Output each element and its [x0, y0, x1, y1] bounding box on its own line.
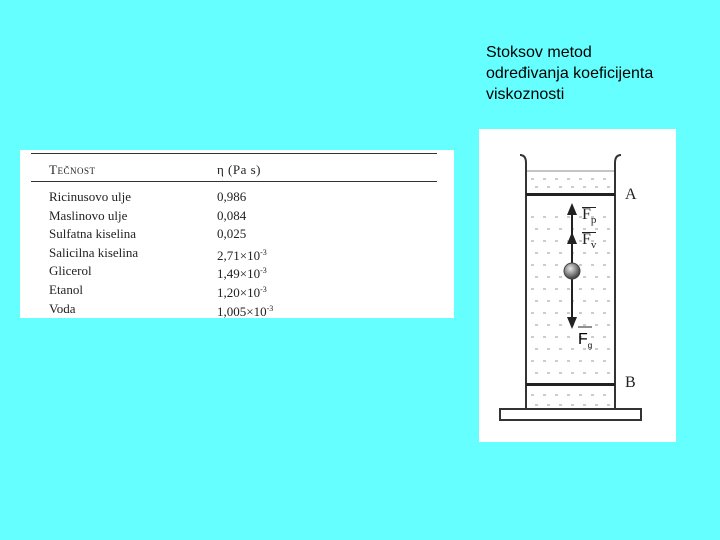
viscosity-table	[20, 150, 454, 318]
table-row	[20, 300, 454, 319]
liquid-name: Etanol	[49, 281, 83, 297]
liquid-name: Glicerol	[49, 263, 92, 279]
title-line-2: određivanja koeficijenta	[486, 65, 654, 82]
viscosity-mantissa: 1,20×10	[217, 284, 261, 300]
table-row	[20, 188, 454, 207]
viscosity-value	[217, 262, 267, 282]
gravity-force-letter: F	[578, 331, 588, 348]
viscosity-value	[217, 207, 246, 224]
viscosity-mantissa: 0,986	[217, 189, 247, 204]
header-liquid: Tečnost	[49, 162, 96, 177]
marker-line-b	[526, 383, 615, 386]
stokes-diagram	[479, 129, 676, 442]
viscosity-mantissa: 1,49×10	[217, 266, 261, 282]
marker-b-label: B	[625, 374, 636, 391]
viscosity-exponent: -3	[260, 266, 267, 276]
table-row	[20, 281, 454, 300]
table-top-rule	[31, 153, 437, 154]
table-row	[20, 207, 454, 226]
viscosity-value	[217, 300, 273, 320]
drag-force-subscript: p	[590, 214, 597, 227]
buoyancy-force-subscript: v	[590, 239, 597, 252]
slide-title	[486, 42, 706, 105]
marker-a-label: A	[625, 186, 637, 203]
viscosity-exponent: -3	[260, 284, 267, 294]
cylinder-wall-right	[615, 155, 621, 409]
marker-line-a	[526, 193, 615, 196]
header-viscosity: η (Pa s)	[217, 162, 262, 177]
table-row	[20, 225, 454, 244]
viscosity-mantissa: 2,71×10	[217, 247, 261, 263]
liquid-name: Ricinusovo ulje	[49, 189, 131, 204]
viscosity-exponent: -3	[266, 303, 274, 313]
title-line-3: viskoznosti	[486, 86, 565, 103]
table-row	[20, 244, 454, 263]
title-line-1: Stoksov metod	[486, 44, 592, 61]
table-row	[20, 262, 454, 281]
liquid-name: Salicilna kiselina	[49, 244, 139, 260]
falling-ball	[564, 263, 580, 279]
table-body	[20, 188, 454, 318]
viscosity-value	[217, 281, 267, 301]
liquid-name: Voda	[49, 300, 76, 316]
viscosity-value	[217, 244, 267, 264]
viscosity-mantissa: 0,084	[217, 207, 247, 223]
liquid-name: Maslinovo ulje	[49, 207, 128, 223]
gravity-force-label	[578, 331, 592, 350]
liquid-name: Sulfatna kiselina	[49, 226, 137, 242]
viscosity-exponent: -3	[260, 247, 267, 257]
buoyancy-force-label	[582, 231, 596, 251]
buoyancy-force-letter: F	[582, 231, 591, 248]
viscosity-value	[217, 225, 246, 242]
drag-force-letter: F	[582, 206, 591, 223]
viscosity-mantissa: 0,025	[217, 226, 247, 242]
cylinder-base	[500, 409, 641, 420]
gravity-force-subscript: g	[587, 341, 593, 351]
viscosity-value	[217, 188, 246, 205]
table-header-rule	[31, 181, 437, 182]
viscosity-mantissa: 1,005×10	[217, 303, 267, 319]
drag-force-label	[582, 206, 596, 226]
cylinder-wall-left	[520, 155, 526, 409]
cylinder-drawing	[479, 129, 676, 442]
